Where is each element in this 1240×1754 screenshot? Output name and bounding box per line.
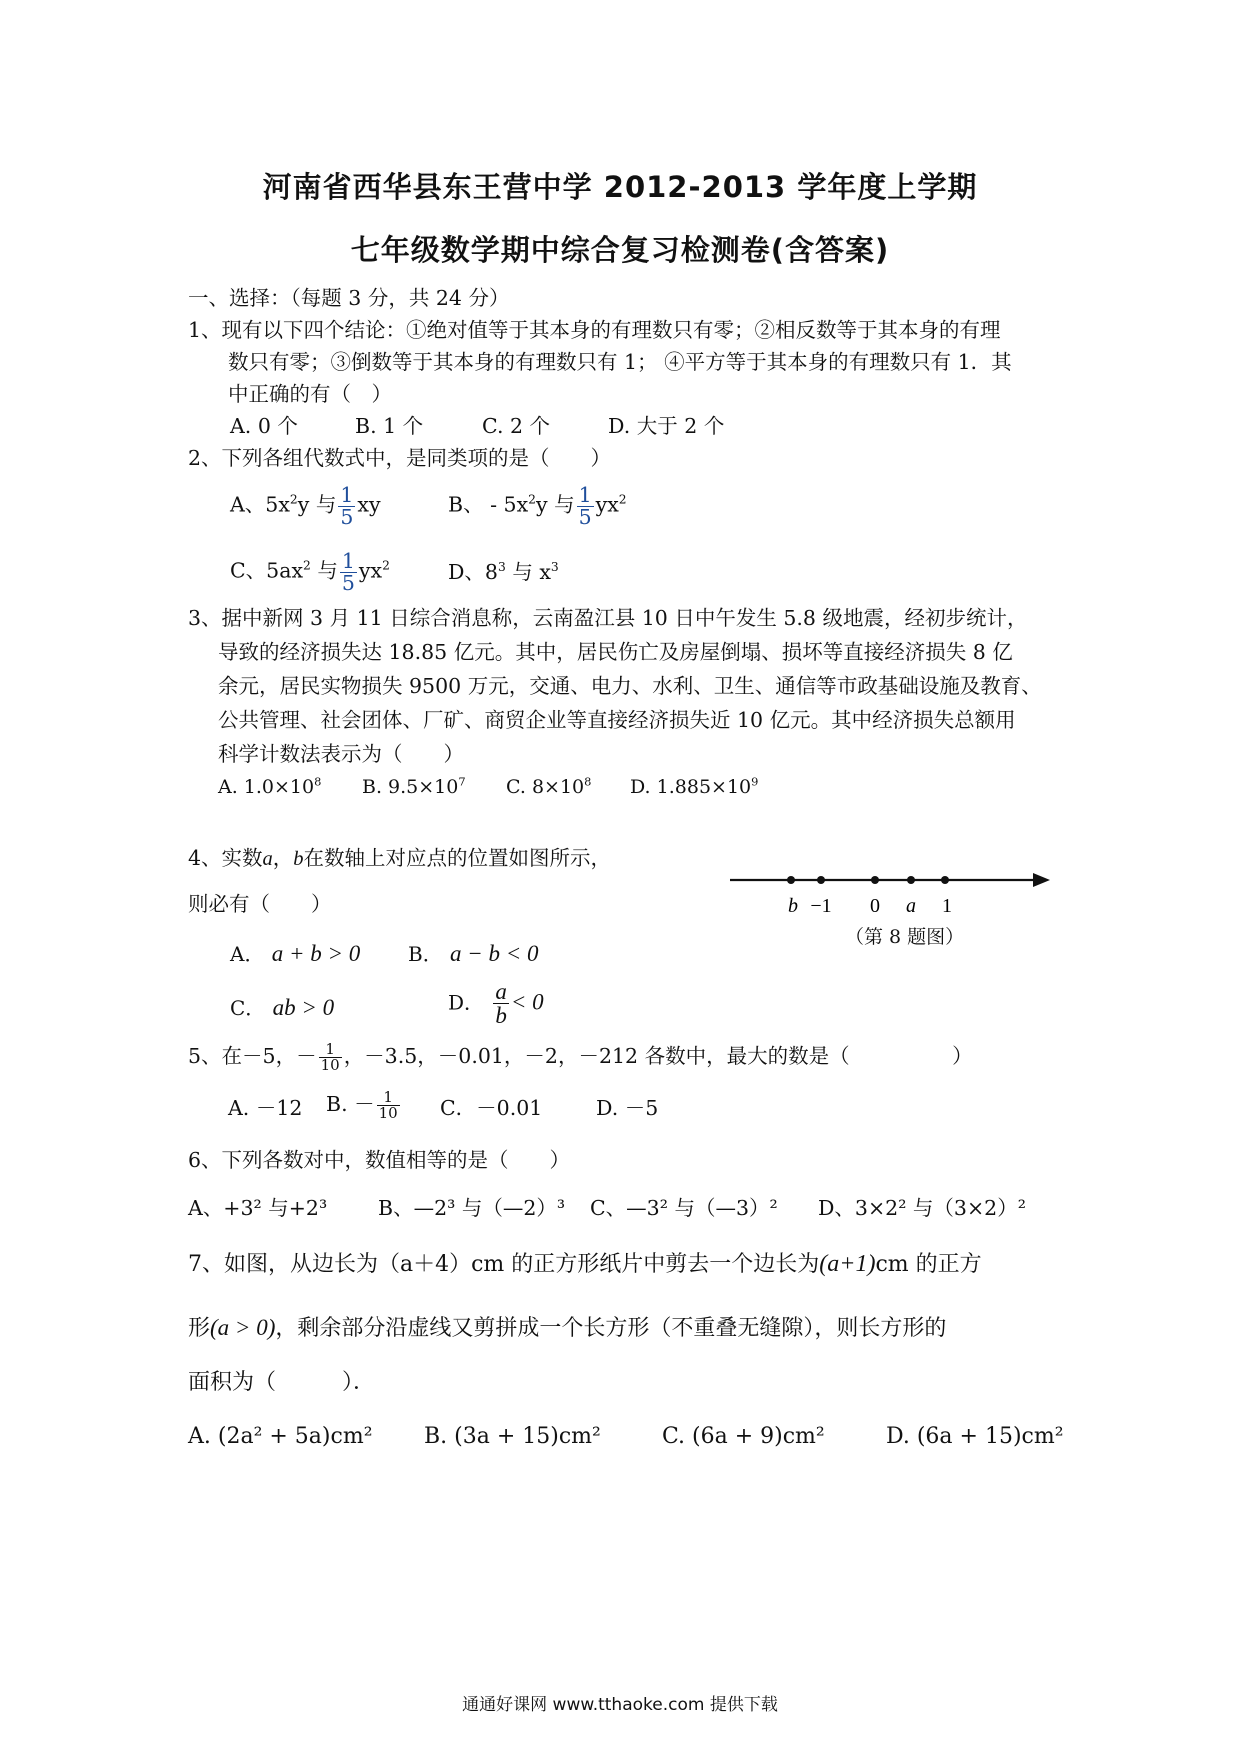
q7-option-c: C. (6a + 9)cm²: [662, 1424, 825, 1449]
q4-fraction: $\frac{a}{b}$: [495, 979, 507, 1028]
q7-option-a: A. (2a² + 5a)cm²: [188, 1424, 373, 1449]
q3-line3: 余元，居民实物损失 9500 万元，交通、电力、水利、卫生、通信等市政基础设施及教育、: [218, 674, 1042, 698]
page-footer: 通通好课网 www.tthaoke.com 提供下载: [462, 1695, 778, 1715]
q2-fraction: $\frac{1}{5}$: [578, 483, 592, 529]
q6-option-d: D、3×2² 与（3×2）²: [818, 1196, 1026, 1220]
exam-title-line2: 七年级数学期中综合复习检测卷(含答案): [350, 233, 890, 267]
q1-line1: 1、现有以下四个结论：①绝对值等于其本身的有理数只有零；②相反数等于其本身的有理: [188, 318, 1001, 342]
point-zero: [871, 876, 879, 884]
label-b: b: [788, 895, 798, 917]
section-heading: 一、选择：（每题 3 分，共 24 分）: [188, 286, 510, 310]
q5-option-c: C．－0.01: [440, 1096, 543, 1120]
point-b: [787, 876, 795, 884]
q2-fraction: $\frac{1}{5}$: [341, 549, 355, 595]
q4-option-b: B． a − b < 0: [408, 941, 539, 966]
q2-stem: 2、下列各组代数式中，是同类项的是（ ）: [188, 446, 612, 470]
q4-option-c: C． ab > 0: [230, 995, 335, 1020]
q5-option-b: B. － $\frac{1}{10}$: [326, 1088, 398, 1122]
q2-fraction: $\frac{1}{5}$: [340, 483, 354, 529]
q2-option-a: A、$5x^2y$ 与 $\frac{1}{5}$ xy: [230, 483, 381, 529]
q3-option-a: A. $1.0\times 10^8$: [218, 774, 322, 798]
q5-option-a: A. －12: [228, 1096, 303, 1120]
q6-option-a: A、+3² 与+2³: [188, 1196, 328, 1220]
q1-option-d: D. 大于 2 个: [608, 414, 725, 438]
q3-line1: 3、据中新网 3 月 11 日综合消息称，云南盈江县 10 日中午发生 5.8 级地震，经初步统计，: [188, 606, 1028, 630]
q1-line3: 中正确的有（ ）: [228, 382, 392, 406]
label-zero: 0: [870, 895, 880, 917]
q6-stem: 6、下列各数对中，数值相等的是（ ）: [188, 1148, 571, 1172]
q3-line2: 导致的经济损失达 18.85 亿元。其中，居民伤亡及房屋倒塌、损坏等直接经济损失 8 亿: [218, 640, 1013, 664]
point-minus-one: [817, 876, 825, 884]
q2-option-c: C、$5ax^2$ 与 $\frac{1}{5}$ $yx^2$: [230, 549, 390, 595]
q4-stem: 4、实数a，b在数轴上对应点的位置如图所示，: [188, 846, 612, 870]
q5-option-b-fraction: $\frac{1}{10}$: [378, 1088, 398, 1122]
q7-line1: 7、如图，从边长为（a＋4）cm 的正方形纸片中剪去一个边长为(a+1)cm 的正方: [188, 1251, 982, 1277]
q7-option-b: B. (3a + 15)cm²: [424, 1424, 601, 1449]
number-line-figure: [725, 862, 1055, 922]
q6-option-c: C、—3² 与（—3）²: [590, 1196, 778, 1220]
q1-option-c: C. 2 个: [482, 414, 551, 438]
q4-option-a: A． a + b > 0: [230, 941, 361, 966]
q5-stem: 5、在－5，－ $\frac{1}{10}$ ，－3.5，－0.01，－2，－212 各数中，最大的数是（ ）: [188, 1040, 973, 1074]
number-line-arrow: [1033, 873, 1050, 887]
q6-option-b: B、—2³ 与（—2）³: [378, 1196, 566, 1220]
label-minus-one: −1: [810, 895, 832, 917]
q4-line2: 则必有（ ）: [188, 892, 332, 916]
label-a: a: [906, 895, 916, 917]
point-a: [907, 876, 915, 884]
q1-option-b: B. 1 个: [355, 414, 424, 438]
q3-line4: 公共管理、社会团体、厂矿、商贸企业等直接经济损失近 10 亿元。其中经济损失总额用: [218, 708, 1016, 732]
q7-option-d: D. (6a + 15)cm²: [886, 1424, 1064, 1449]
q3-option-c: C. $8\times 10^8$: [506, 774, 592, 798]
q2-option-b: B、 - $5x^2y$ 与 $\frac{1}{5}$ $yx^2$: [448, 483, 627, 529]
q2-option-d: D、$8^3$ 与 $x^3$: [448, 560, 559, 584]
q5-fraction: $\frac{1}{10}$: [320, 1040, 340, 1074]
q3-option-d: D. $1.885\times 10^9$: [630, 774, 759, 798]
q1-option-a: A. 0 个: [230, 414, 298, 438]
exam-title-line1: 河南省西华县东王营中学 2012-2013 学年度上学期: [262, 170, 978, 204]
q3-option-b: B. $9.5\times 10^7$: [362, 774, 466, 798]
q5-option-d: D. －5: [596, 1096, 659, 1120]
q3-line5: 科学计数法表示为（ ）: [218, 742, 464, 766]
q7-line2: 形(a > 0)，剩余部分沿虚线又剪拼成一个长方形（不重叠无缝隙），则长方形的: [188, 1315, 947, 1341]
q4-option-d: D． $\frac{a}{b}$ < 0: [448, 979, 544, 1028]
label-one: 1: [942, 895, 952, 917]
point-one: [941, 876, 949, 884]
q1-line2: 数只有零；③倒数等于其本身的有理数只有 1； ④平方等于其本身的有理数只有 1．其: [228, 350, 1012, 374]
q7-line3: 面积为（ ）．: [188, 1370, 376, 1395]
figure-caption: （第 8 题图）: [845, 926, 965, 948]
